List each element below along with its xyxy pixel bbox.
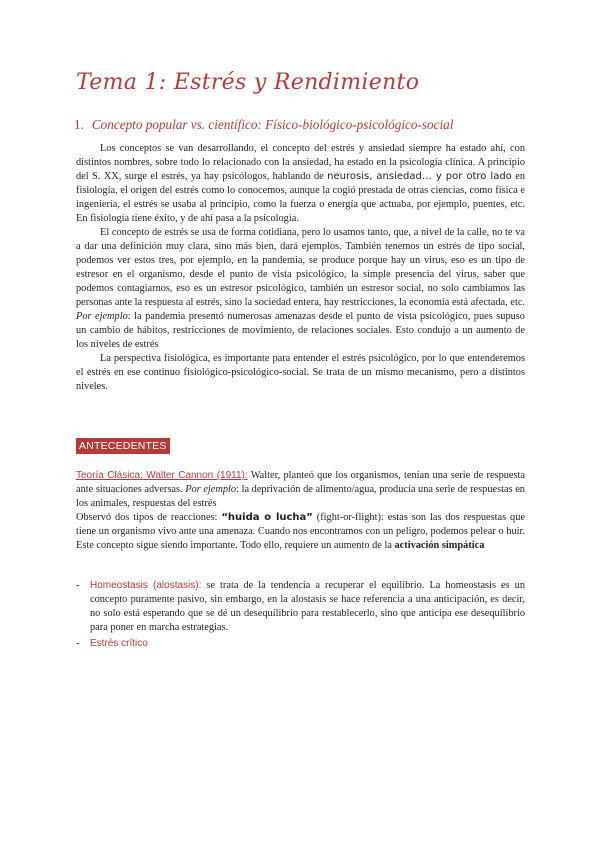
list-item-label: Homeostasis (alostasis): <box>90 580 202 591</box>
paragraph-1-text-a: Los conceptos se van desarrollando, el concepto del estrés y ansiedad siempre ha estado ahí, con distintos nombres, sobre todo lo relacionado con la ansiedad, ha estado en la psicología clínica. A principio del S. XX, surge el estrés, ya hay psicólogos, hablando de <box>76 143 525 182</box>
theory-italic: Por ejemplo <box>185 484 237 495</box>
theory-label: Teoría Clásica: Walter Cannon (1911): <box>76 470 248 481</box>
paragraph-2-text-b: : la pandemia presentó numerosas amenazas desde el punto de vista psicológico, pues supuso un cambio de hábitos, restricciones de movimiento, de relaciones sociales. Esto condujo a un aumento de los niveles de estrés <box>76 311 525 350</box>
section-number: 1. <box>74 117 84 132</box>
section-heading-text: Concepto popular vs. científico: Físico-biológico-psicológico-social <box>91 117 454 132</box>
list-item <box>76 637 525 651</box>
intro-text <box>76 142 525 394</box>
reactions-bold-2: activación simpática <box>394 540 485 551</box>
list-item-text: se trata de la tendencia a recuperar el equilibrio. La homeostasis es un concepto puramente pasivo, sin embargo, en la alostasis se hace referencia a una anticipación, es decir, no solo está esperando que se dé un desequilibrio para restablecerlo, sino que anticipa ese desequilibrio para poner en marcha estrategias. <box>90 580 525 633</box>
reactions-text-b: (fight-or-flight): estas son las dos respuestas que tiene un organismo vivo ante una amenaza. Cuando nos encontramos con un peligro, podemos pelear o huir. Este concepto sigue siendo importante. Todo ello, requiere un aumento de la <box>76 512 525 551</box>
antecedentes-badge: ANTECEDENTES <box>76 438 170 454</box>
list-dash: - <box>76 580 80 591</box>
page-title: Tema 1: Estrés y Rendimiento <box>76 70 420 95</box>
list-dash: - <box>76 638 80 649</box>
antecedentes-list <box>76 579 525 651</box>
paragraph-3: La perspectiva fisiológica, es importante para entender el estrés psicológico, por lo que entenderemos el estrés en ese continuo fisiológico-psicológico-social. Se trata de un mismo mecanismo, pero a distintos niveles. <box>76 353 525 392</box>
reactions-paragraph <box>76 511 525 553</box>
list-item-label: Estrés crítico <box>90 638 148 649</box>
theory-text-b: : la deprivación de alimento/agua, producía una serie de respuestas en los animales, respuestas del estrés <box>76 484 525 509</box>
reactions-text-a: Observó dos tipos de reacciones: <box>76 512 222 523</box>
theory-paragraph <box>76 469 525 511</box>
list-item <box>76 579 525 635</box>
paragraph-2-italic: Por ejemplo <box>76 311 128 322</box>
paragraph-1 <box>76 142 525 226</box>
paragraph-2 <box>76 226 525 352</box>
handwritten-insert: neurosis, ansiedad… y por otro lado <box>327 171 512 182</box>
section-heading <box>74 117 453 133</box>
antecedentes-text <box>76 469 525 553</box>
paragraph-2-text-a: El concepto de estrés se usa de forma cotidiana, pero lo usamos tanto, que, a nivel de la calle, no te va a dar una definición muy clara, sino más bien, dará ejemplos. También tenemos un estrés de tipo social, podemos ver estos tres, por ejemplo, en la pandemia, se produce porque hay un virus, eso es un tipo de estresor en el organismo, desde el punto de vista psicológico, la simple presencia del virus, saber que podemos contagiarnos, eso es un estresor psicológico, también un estresor social, no solo cambiamos las personas ante la respuesta al estrés, sino la sociedad entera, hay restricciones, la economía está afectada, etc. <box>76 227 525 308</box>
reactions-bold: “huida o lucha” <box>221 512 313 523</box>
paragraph-1-text-b: en fisiología, el origen del estrés como lo conocemos, aunque la cogió prestada de otras ciencias, como física e ingeniería, el estrés se usaba al principio, como la fuerza o energía que actuaba, por ejemplo, puentes, etc. En fisiología tiene éxito, y de ahí pasa a la psicología. <box>76 171 525 224</box>
theory-text-a: Walter, planteó que los organismos, tenían una serie de respuesta ante situaciones adversas. <box>76 470 525 495</box>
